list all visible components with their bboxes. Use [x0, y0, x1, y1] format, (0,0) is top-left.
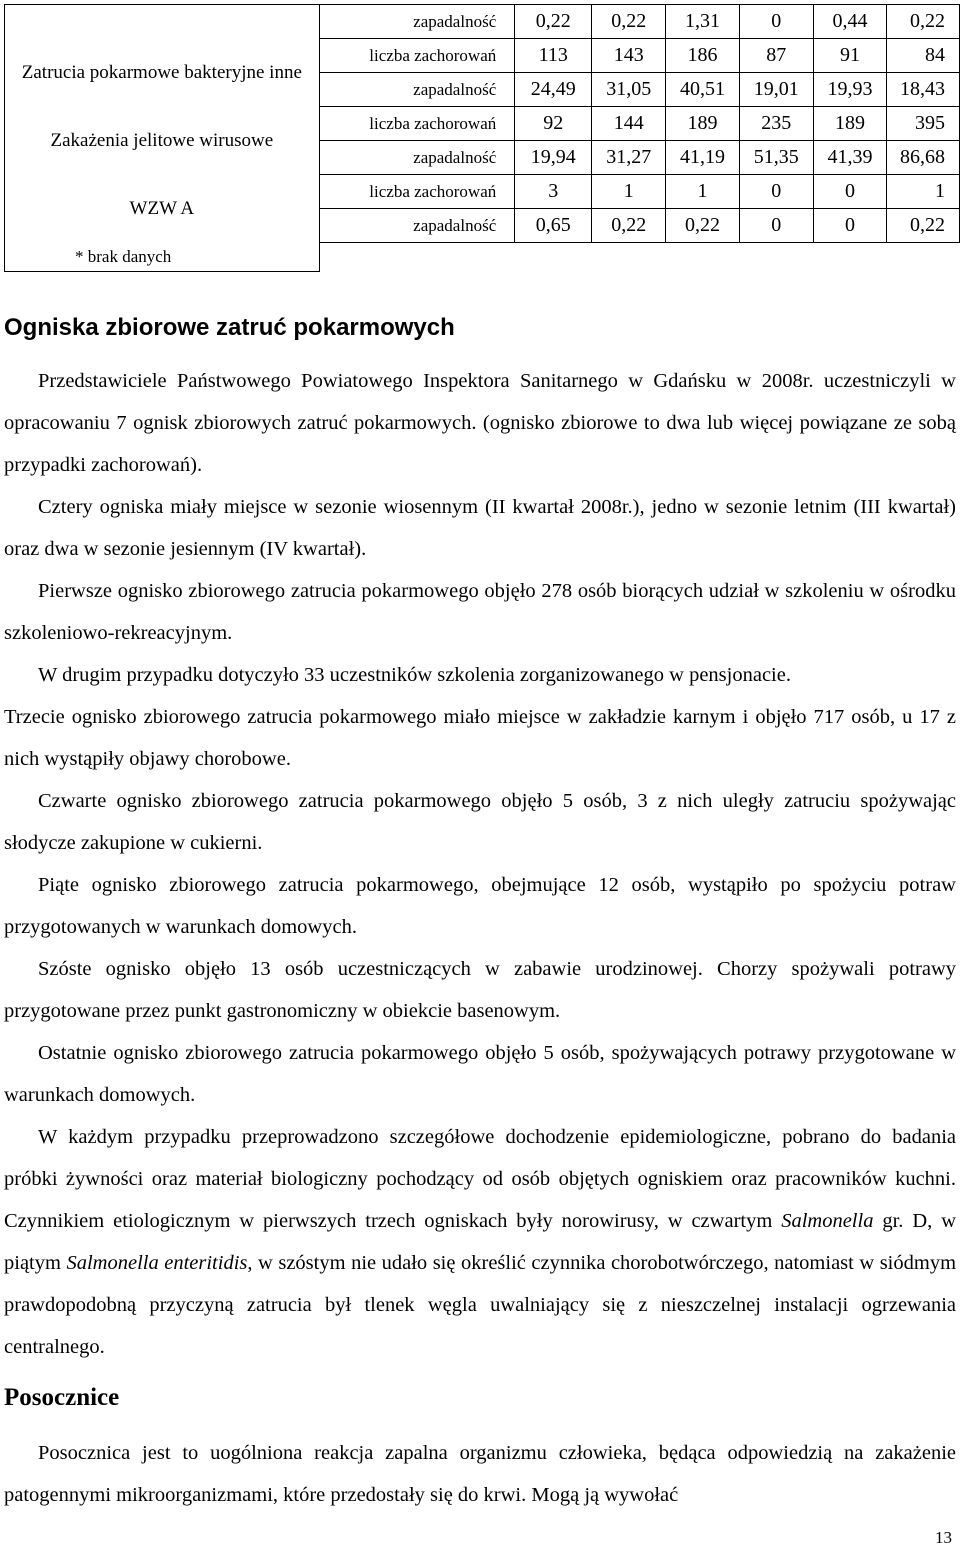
paragraph: Trzecie ognisko zbiorowego zatrucia pokarmowego miało miejsce w zakładzie karnym i objęło 717 osób, u 17 z nich wystąpiły objawy chorobowe. — [4, 706, 956, 770]
table-cell: 1,31 — [666, 5, 740, 39]
paragraph: Szóste ognisko objęło 13 osób uczestniczących w zabawie urodzinowej. Chorzy spożywali potrawy przygotowane przez punkt gastronomiczny w obiekcie basenowym. — [4, 958, 956, 1022]
table-cell: 144 — [592, 107, 666, 141]
table-cell: 19,94 — [515, 141, 592, 175]
footnote-blank — [319, 243, 959, 272]
paragraph: W drugim przypadku dotyczyło 33 uczestników szkolenia zorganizowanego w pensjonacie. — [38, 664, 791, 686]
text-run: , w szóstym nie udało się określić czynnika chorobotwórczego, natomiast w siódmym prawdopodobną przyczyną zatrucia był tlenek węgla uwalniający się z nieszczelnej instalacji ogrzewania centralnego. — [4, 1252, 957, 1358]
table-row — [5, 39, 960, 73]
footnote-row — [5, 243, 960, 272]
table-cell: 395 — [887, 107, 960, 141]
paragraph: Cztery ogniska miały miejsce w sezonie wiosennym (II kwartał 2008r.), jedno w sezonie letnim (III kwartał) oraz dwa w sezonie jesiennym (IV kwartał). — [4, 496, 956, 560]
section-body-sepsis — [4, 1432, 956, 1516]
text-run: W każdym przypadku przeprowadzono szczegółowe dochodzenie epidemiologiczne, pobrano do badania próbki żywności oraz materiał biologiczny pochodzący od osób objętych ogniskiem oraz pracowników kuchni. Czynnikiem etiologicznym w pierwszych trzech ogniskach były norowirusy, w czwartym — [4, 1126, 956, 1232]
table-cell: 0,22 — [666, 209, 740, 243]
row-label: zapadalność — [319, 141, 515, 175]
table-cell: 18,43 — [887, 73, 960, 107]
table-cell: 41,39 — [813, 141, 887, 175]
table-cell: 86,68 — [887, 141, 960, 175]
table-cell: 31,05 — [592, 73, 666, 107]
table-cell: 0,22 — [887, 209, 960, 243]
table-cell: 84 — [887, 39, 960, 73]
section-heading-sepsis: Posocznice — [4, 1384, 120, 1411]
table-cell: 87 — [739, 39, 813, 73]
table-cell: 92 — [515, 107, 592, 141]
section-body-outbreaks — [4, 360, 956, 1368]
table-cell: 1 — [592, 175, 666, 209]
table-cell: 0 — [813, 175, 887, 209]
table-cell: 31,27 — [592, 141, 666, 175]
table-row — [5, 175, 960, 209]
italic-term: Salmonella — [781, 1210, 874, 1232]
table-cell: 40,51 — [666, 73, 740, 107]
paragraph: Ostatnie ognisko zbiorowego zatrucia pokarmowego objęło 5 osób, spożywających potrawy przygotowane w warunkach domowych. — [4, 1042, 956, 1106]
section-heading-outbreaks: Ogniska zbiorowe zatruć pokarmowych — [4, 314, 455, 341]
table-cell: 189 — [813, 107, 887, 141]
group-label-bakteryjne: Zatrucia pokarmowe bakteryjne inne — [5, 39, 320, 107]
table-cell: 0 — [739, 209, 813, 243]
table-footnote: * brak danych — [5, 243, 320, 272]
paragraph: Czwarte ognisko zbiorowego zatrucia pokarmowego objęło 5 osób, 3 z nich uległy zatruciu spożywając słodycze zakupione w cukierni. — [4, 790, 956, 854]
paragraph: Posocznica jest to uogólniona reakcja zapalna organizmu człowieka, będąca odpowiedzią na zakażenie patogennymi mikroorganizmami, które przedostały się do krwi. Mogą ją wywołać — [4, 1442, 956, 1506]
row-label: liczba zachorowań — [319, 107, 515, 141]
italic-term: Salmonella enteritidis — [66, 1252, 248, 1274]
table-cell: 19,93 — [813, 73, 887, 107]
table-cell: 24,49 — [515, 73, 592, 107]
row-label: liczba zachorowań — [319, 39, 515, 73]
paragraph: Piąte ognisko zbiorowego zatrucia pokarmowego, obejmujące 12 osób, wystąpiło po spożyciu potraw przygotowanych w warunkach domowych. — [4, 874, 956, 938]
table-cell: 0,22 — [592, 5, 666, 39]
row-label: liczba zachorowań — [319, 175, 515, 209]
row-label: zapadalność — [319, 209, 515, 243]
table-cell: 0,22 — [515, 5, 592, 39]
table-cell: 143 — [592, 39, 666, 73]
table-row — [5, 5, 960, 39]
page-number: 13 — [935, 1528, 952, 1547]
table-cell: 0,44 — [813, 5, 887, 39]
table-cell: 0,65 — [515, 209, 592, 243]
table-cell: 0 — [739, 5, 813, 39]
group-cell-empty — [5, 5, 320, 39]
text-run: gr. D, w piątym — [4, 1210, 956, 1274]
table-cell: 51,35 — [739, 141, 813, 175]
incidence-table — [4, 4, 960, 272]
table-cell: 3 — [515, 175, 592, 209]
table-cell: 0 — [813, 209, 887, 243]
table-cell: 113 — [515, 39, 592, 73]
table-cell: 0,22 — [592, 209, 666, 243]
group-label-wirusowe: Zakażenia jelitowe wirusowe — [5, 107, 320, 175]
table-cell: 1 — [887, 175, 960, 209]
row-label: zapadalność — [319, 5, 515, 39]
table-cell: 91 — [813, 39, 887, 73]
table-cell: 235 — [739, 107, 813, 141]
paragraph: Przedstawiciele Państwowego Powiatowego Inspektora Sanitarnego w Gdańsku w 2008r. uczestniczyli w opracowaniu 7 ognisk zbiorowych zatruć pokarmowych. (ognisko zbiorowe to dwa lub więcej powiązane ze sobą przypadki zachorowań). — [4, 370, 956, 476]
paragraph-etiology — [4, 1116, 956, 1368]
table-row — [5, 107, 960, 141]
table-cell: 1 — [666, 175, 740, 209]
row-label: zapadalność — [319, 73, 515, 107]
table-cell: 186 — [666, 39, 740, 73]
table-cell: 41,19 — [666, 141, 740, 175]
paragraph: Pierwsze ognisko zbiorowego zatrucia pokarmowego objęło 278 osób biorących udział w szkoleniu w ośrodku szkoleniowo-rekreacyjnym. — [4, 580, 956, 644]
table-cell: 0,22 — [887, 5, 960, 39]
table-cell: 0 — [739, 175, 813, 209]
table-cell: 189 — [666, 107, 740, 141]
table-cell: 19,01 — [739, 73, 813, 107]
group-label-wzw: WZW A — [5, 175, 320, 243]
